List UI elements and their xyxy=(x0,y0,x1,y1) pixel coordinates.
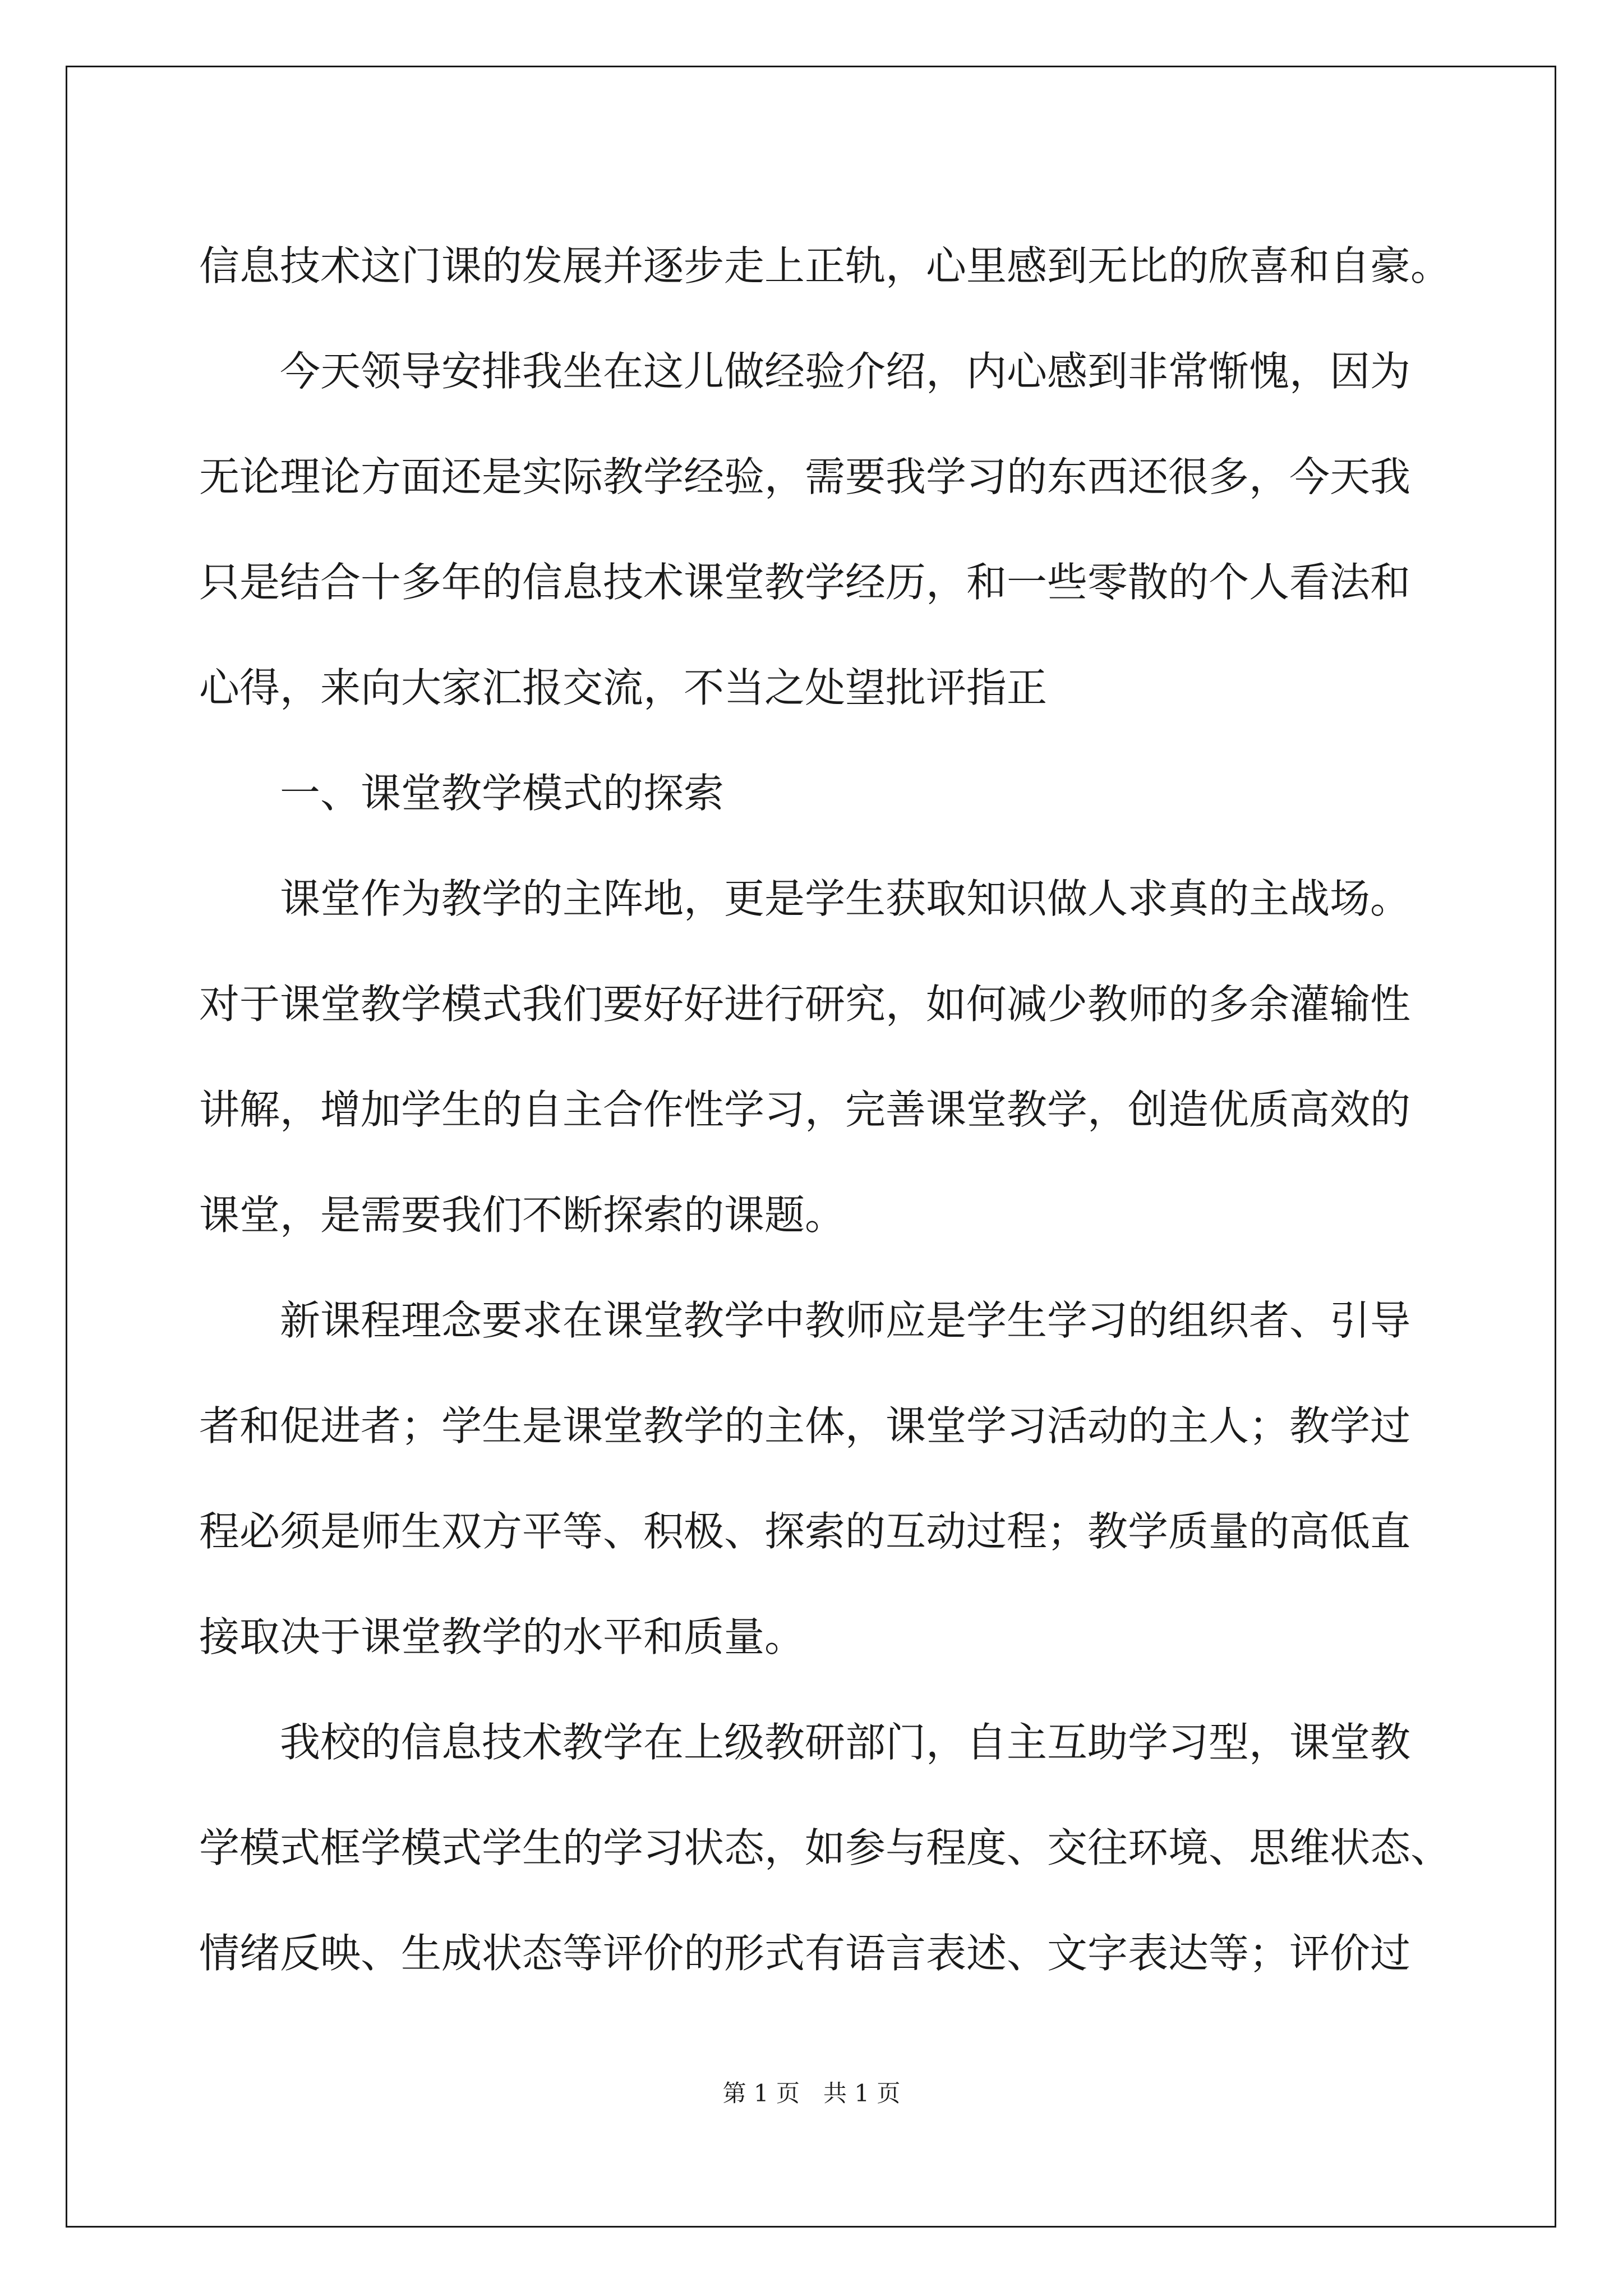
text-line: 心得，来向大家汇报交流，不当之处望批评指正 xyxy=(199,664,1048,711)
text-line: 讲解，增加学生的自主合作性学习，完善课堂教学，创造优质高效的 xyxy=(199,1086,1411,1133)
text-line: 对于课堂教学模式我们要好好进行研究，如何减少教师的多余灌输性 xyxy=(199,981,1411,1028)
text-line: 新课程理念要求在课堂教学中教师应是学生学习的组织者、引导 xyxy=(280,1297,1411,1344)
text-line: 情绪反映、生成状态等评价的形式有语言表述、文字表达等；评价过 xyxy=(199,1930,1411,1977)
text-line: 接取决于课堂教学的水平和质量。 xyxy=(199,1613,805,1660)
text-line: 今天领导安排我坐在这儿做经验介绍，内心感到非常惭愧，因为 xyxy=(280,348,1411,395)
text-line: 信息技术这门课的发展并逐步走上正轨，心里感到无比的欣喜和自豪。 xyxy=(199,242,1451,289)
text-line: 课堂作为教学的主阵地，更是学生获取知识做人求真的主战场。 xyxy=(280,875,1411,922)
text-line: 无论理论方面还是实际教学经验，需要我学习的东西还很多，今天我 xyxy=(199,453,1411,500)
text-line: 课堂，是需要我们不断探索的课题。 xyxy=(199,1191,846,1239)
text-line: 我校的信息技术教学在上级教研部门，自主互助学习型，课堂教 xyxy=(280,1719,1411,1766)
page-footer: 第 1 页 共 1 页 xyxy=(722,2079,901,2107)
text-line: 一、课堂教学模式的探索 xyxy=(280,770,725,817)
document-body xyxy=(199,213,1451,2006)
text-line: 者和促进者；学生是课堂教学的主体，课堂学习活动的主人；教学过 xyxy=(199,1402,1411,1450)
text-line: 学模式框学模式学生的学习状态，如参与程度、交往环境、思维状态、 xyxy=(199,1824,1451,1871)
text-line: 程必须是师生双方平等、积极、探索的互动过程；教学质量的高低直 xyxy=(199,1508,1411,1555)
text-line: 只是结合十多年的信息技术课堂教学经历，和一些零散的个人看法和 xyxy=(199,559,1411,606)
